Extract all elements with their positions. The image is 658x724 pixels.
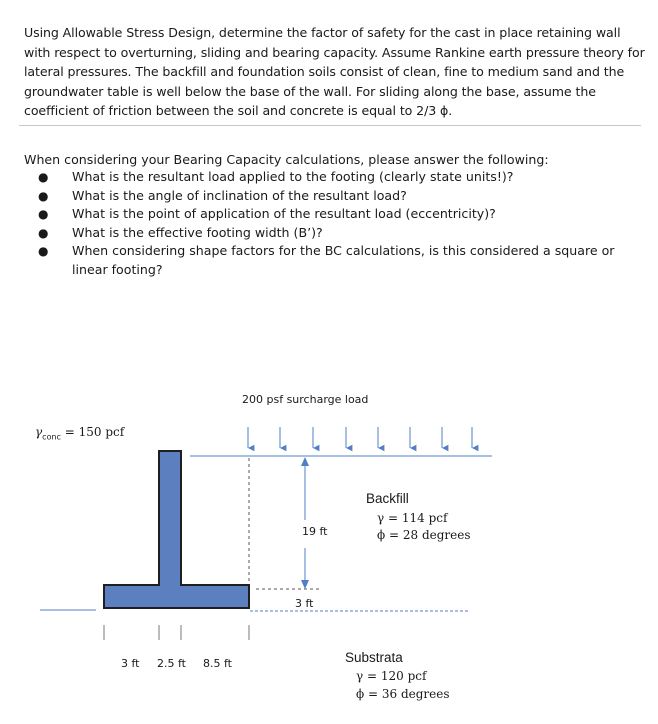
height-dimension <box>301 457 309 589</box>
backfill-title: Backfill <box>366 491 409 506</box>
list-item: ● When considering shape factors for the BC calculations, is this considered a square or linear footing? <box>38 243 615 277</box>
gamma-value: = 150 pcf <box>60 425 125 439</box>
gamma-symbol: γ <box>35 425 43 439</box>
height-label: 19 ft <box>302 525 328 538</box>
substrata-gamma: γ = 120 pcf <box>356 669 427 683</box>
arrow-down-icon <box>301 580 309 589</box>
backfill-phi: ϕ = 28 degrees <box>377 528 471 542</box>
retaining-wall <box>104 451 249 608</box>
stem-width-label: 2.5 ft <box>157 657 186 670</box>
backfill-gamma: γ = 114 pcf <box>377 511 448 525</box>
substrata-title: Substrata <box>345 650 403 665</box>
problem-statement: Using Allowable Stress Design, determine the factor of safety for the cast in place retaining wall with respect to overturning, sliding and bearing capacity. Assume Rankine earth pressure theory for lateral pressures. The backfill and foundation soils consist of clean, fine to medium sand and the groundwater table is well below the base of the wall. For sliding along the base, assume the coefficient of friction between the soil and concrete is equal to 2/3 ϕ. <box>24 25 645 119</box>
footing-thickness-label: 3 ft <box>295 597 314 610</box>
bearing-capacity-intro: When considering your Bearing Capacity calculations, please answer the following: <box>24 152 549 167</box>
bullet-icon: ● <box>38 188 49 203</box>
toe-width-label: 3 ft <box>121 657 140 670</box>
arrow-up-icon <box>301 457 309 466</box>
list-item: ● What is the point of application of the resultant load (eccentricity)? <box>24 205 634 224</box>
bullet-icon: ● <box>38 225 49 240</box>
bullet-icon: ● <box>38 207 49 222</box>
list-item: ● What is the angle of inclination of the resultant load? <box>24 187 634 206</box>
list-item: ● What is the effective footing width (B’)? <box>24 224 634 243</box>
bullet-icon: ● <box>38 170 49 184</box>
bullet-icon: ● <box>38 244 49 259</box>
gamma-subscript: conc <box>42 432 61 442</box>
surcharge-label: 200 psf surcharge load <box>242 393 369 406</box>
heel-width-label: 8.5 ft <box>203 657 232 670</box>
footing-dimension-ticks <box>104 625 249 640</box>
substrata-phi: ϕ = 36 degrees <box>356 687 450 701</box>
concrete-unit-weight <box>35 425 124 441</box>
list-item: ● What is the resultant load applied to the footing (clearly state units!)? <box>24 168 634 187</box>
surcharge-arrows <box>248 427 472 448</box>
